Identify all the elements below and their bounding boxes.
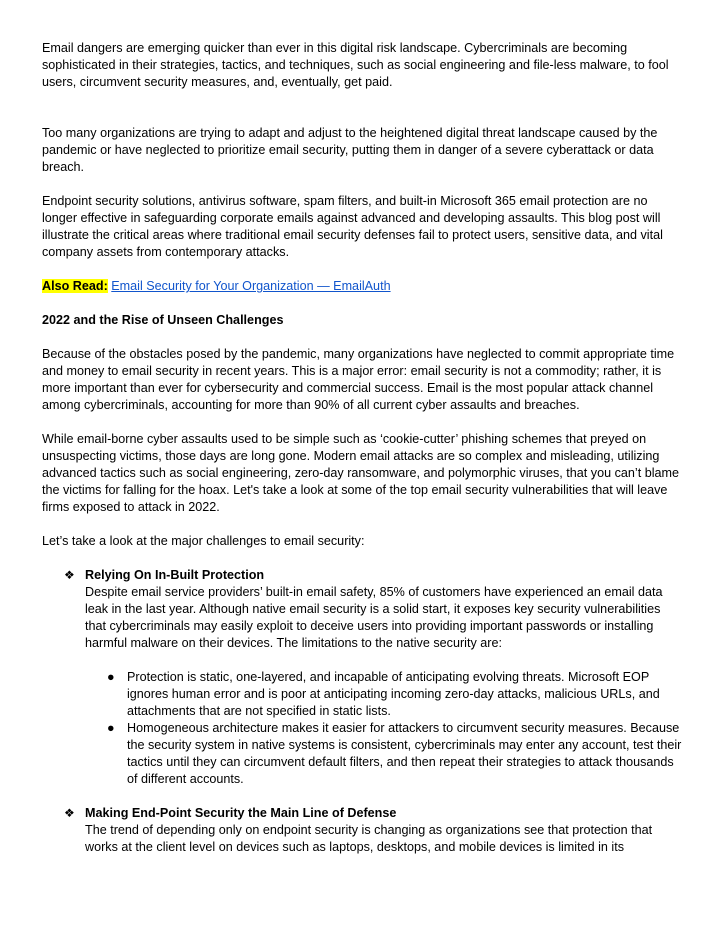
challenge-title: Making End-Point Security the Main Line of Defense — [85, 806, 397, 820]
intro-paragraph: Email dangers are emerging quicker than ever in this digital risk landscape. Cybercriminals are becoming sophisticated in their strategies, tactics, and techniques, such as social engineering and file-less malware, to fool users, circumvent security measures, and, eventually, get paid. — [42, 41, 669, 89]
challenges-list — [42, 567, 682, 856]
challenge-title: Relying On In-Built Protection — [85, 568, 265, 582]
challenge-item — [64, 567, 682, 788]
also-read-line — [42, 278, 682, 295]
obstacles-paragraph: Because of the obstacles posed by the pandemic, many organizations have neglected to commit appropriate time and money to email security in recent years. This is a major error: email security is not a commodity; rather, it is more important than ever for cybersecurity and commercial success. Email is the most popular attack channel among cybercriminals, accounting for more than 90% of all current cyber assaults and breaches. — [42, 347, 675, 412]
diamond-bullet-icon: ❖ — [64, 568, 75, 582]
limitations-list — [85, 669, 682, 788]
also-read-link[interactable]: Email Security for Your Organization — EmailAuth — [111, 279, 391, 293]
bullet-icon: ● — [107, 670, 115, 684]
also-read-label: Also Read: — [42, 279, 108, 293]
assaults-paragraph: While email-borne cyber assaults used to be simple such as ‘cookie-cutter’ phishing schemes that preyed on unsuspecting victims, those days are long gone. Modern email attacks are so complex and misleading, utilizing advanced tactics such as social engineering, zero-day ransomware, and polymorphic viruses, that you can’t blame the victims for falling for the hoax. Let's take a look at some of the top email security vulnerabilities that will leave firms exposed to attack in 2022. — [42, 432, 680, 514]
challenge-body: Despite email service providers’ built-in email safety, 85% of customers have experienced an email data leak in the last year. Although native email security is a solid start, it exposes key security vulnerabilities that cybercriminals may easily exploit to deceive users into providing important passwords or installing harmful malware on their devices. The limitations to the native security are: — [85, 585, 663, 650]
pandemic-paragraph: Too many organizations are trying to adapt and adjust to the heightened digital threat landscape caused by the pandemic or have neglected to prioritize email security, putting them in danger of a severe cyberattack or data breach. — [42, 126, 658, 174]
list-item — [107, 669, 682, 720]
list-item — [107, 720, 682, 788]
challenge-item — [64, 805, 682, 856]
diamond-bullet-icon: ❖ — [64, 806, 75, 820]
section-heading: 2022 and the Rise of Unseen Challenges — [42, 313, 284, 327]
challenge-body: The trend of depending only on endpoint security is changing as organizations see that protection that works at the client level on devices such as laptops, desktops, and mobile devices is limited in its — [85, 823, 653, 854]
bullet-icon: ● — [107, 721, 115, 735]
list-item-text: Homogeneous architecture makes it easier for attackers to circumvent security measures. Because the security system in native systems is consistent, cybercriminals may enter any account, test their tactics until they can circumvent default filters, and then repeat their strategies to attack thousands of different accounts. — [127, 721, 682, 786]
endpoint-paragraph: Endpoint security solutions, antivirus software, spam filters, and built-in Microsoft 365 email protection are no longer effective in safeguarding corporate emails against advanced and developing assaults. This blog post will illustrate the critical areas where traditional email security defenses fail to protect users, sensitive data, and vital company assets from contemporary attacks. — [42, 194, 663, 259]
challenges-intro: Let’s take a look at the major challenges to email security: — [42, 534, 365, 548]
document-page — [42, 40, 682, 856]
list-item-text: Protection is static, one-layered, and incapable of anticipating evolving threats. Microsoft EOP ignores human error and is poor at anticipating incoming zero-day attacks, malicious URLs, and attachments that are not specified in static lists. — [127, 670, 660, 718]
